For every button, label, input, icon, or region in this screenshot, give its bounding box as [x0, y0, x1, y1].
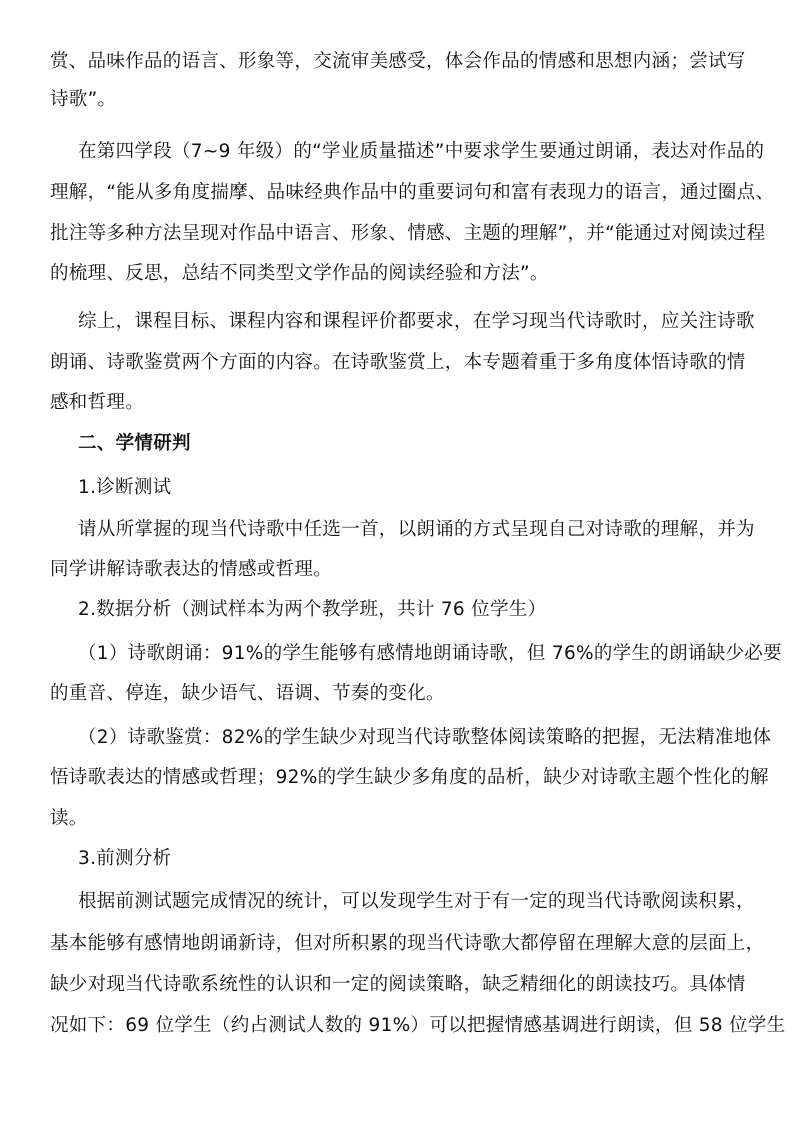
paragraph-line: 缺少对现当代诗歌系统性的认识和一定的阅读策略，缺乏精细化的朗读技巧。具体情 — [50, 974, 746, 995]
paragraph-line: 赏、品味作品的语言、形象等，交流审美感受，体会作品的情感和思想内涵；尝试写 — [50, 51, 746, 72]
paragraph-line: 读。 — [50, 808, 88, 829]
subsection-heading: 2.数据分析（测试样本为两个教学班，共计 76 位学生） — [78, 599, 547, 620]
paragraph-line: 基本能够有感情地朗诵新诗，但对所积累的现当代诗歌大都停留在理解大意的层面上， — [50, 933, 765, 954]
paragraph-line: 况如下：69 位学生（约占测试人数的 91%）可以把握情感基调进行朗读，但 58 位学生 — [50, 1015, 786, 1036]
paragraph-line: 感和哲理。 — [50, 392, 145, 413]
subsection-heading: 1.诊断测试 — [78, 477, 172, 498]
paragraph-line: 根据前测试题完成情况的统计，可以发现学生对于有一定的现当代诗歌阅读积累， — [78, 891, 755, 912]
paragraph-line: （2）诗歌鉴赏：82%的学生缺少对现当代诗歌整体阅读策略的把握，无法精准地体 — [78, 727, 772, 748]
paragraph-line: 朗诵、诗歌鉴赏两个方面的内容。在诗歌鉴赏上，本专题着重于多角度体悟诗歌的情 — [50, 352, 746, 373]
paragraph-line: 同学讲解诗歌表达的情感或哲理。 — [50, 559, 333, 580]
paragraph-line: 在第四学段（7~9 年级）的“学业质量描述”中要求学生要通过朗诵，表达对作品的 — [78, 141, 765, 162]
paragraph-line: 批注等多种方法呈现对作品中语言、形象、情感、主题的理解”，并“能通过对阅读过程 — [50, 223, 766, 244]
paragraph-line: 请从所掌握的现当代诗歌中任选一首，以朗诵的方式呈现自己对诗歌的理解，并为 — [78, 519, 755, 540]
paragraph-line: 的梳理、反思，总结不同类型文学作品的阅读经验和方法”。 — [50, 263, 549, 284]
paragraph-line: 综上，课程目标、课程内容和课程评价都要求，在学习现当代诗歌时，应关注诗歌 — [78, 311, 755, 332]
section-heading: 二、学情研判 — [78, 433, 191, 454]
paragraph-line: 诗歌”。 — [50, 89, 117, 110]
subsection-heading: 3.前测分析 — [78, 848, 172, 869]
paragraph-line: 理解，“能从多角度揣摩、品味经典作品中的重要词句和富有表现力的语言，通过圈点、 — [50, 182, 775, 203]
paragraph-line: 的重音、停连，缺少语气、语调、节奏的变化。 — [50, 683, 445, 704]
paragraph-line: （1）诗歌朗诵：91%的学生能够有感情地朗诵诗歌，但 76%的学生的朗诵缺少必要 — [78, 643, 782, 664]
paragraph-line: 悟诗歌表达的情感或哲理；92%的学生缺少多角度的品析，缺少对诗歌主题个性化的解 — [50, 767, 769, 788]
